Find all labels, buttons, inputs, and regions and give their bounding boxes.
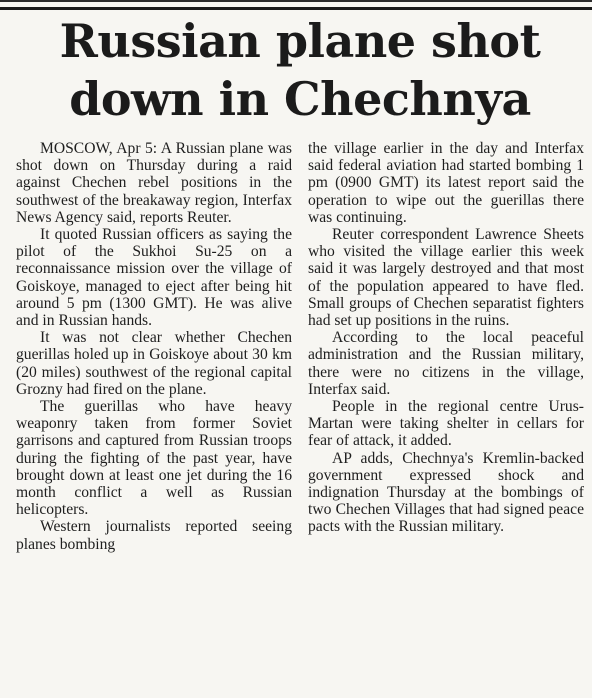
paragraph: Reuter correspondent Lawrence Sheets who visited the village earlier this week said it was largely destroyed and that most of the population appeared to have fled. Small groups of Chechen separatist fighters had set up positions in the ruins. bbox=[308, 226, 584, 330]
paragraph: AP adds, Chechnya's Kremlin-backed government expressed shock and indignation Thursday at the bombings of two Chechen Villages that had signed peace pacts with the Russian military. bbox=[308, 449, 584, 536]
top-rule bbox=[0, 0, 592, 10]
paragraph: According to the local peaceful administration and the Russian military, there were no citizens in the village, Interfax said. bbox=[308, 329, 584, 398]
left-column bbox=[16, 140, 292, 553]
paragraph: People in the regional centre Urus-Martan were taking shelter in cellars for fear of attack, it added. bbox=[308, 398, 584, 450]
paragraph: MOSCOW, Apr 5: A Russian plane was shot down on Thursday during a raid against Chechen rebel positions in the southwest of the breakaway region, Interfax News Agency said, reports Reuter. bbox=[16, 140, 292, 226]
right-column bbox=[308, 140, 584, 536]
paragraph: The guerillas who have heavy weaponry taken from former Soviet garrisons and captured from Russian troops during the fighting of the past year, have brought down at least one jet during the 16 month conflict a well as Russian helicopters. bbox=[16, 398, 292, 519]
paragraph: Western journalists reported seeing planes bombing bbox=[16, 518, 292, 553]
paragraph: It quoted Russian officers as saying the pilot of the Sukhoi Su-25 on a reconnaissance mission over the village of Goiskoye, managed to eject after being hit around 5 pm (1300 GMT). He was alive and in Russian hands. bbox=[16, 226, 292, 330]
paragraph: It was not clear whether Chechen guerillas holed up in Goiskoye about 30 km (20 miles) southwest of the regional capital Grozny had fired on the plane. bbox=[16, 329, 292, 398]
paragraph: the village earlier in the day and Interfax said federal aviation had started bombing 1 pm (0900 GMT) its latest report said the operation to wipe out the guerillas there was continuing. bbox=[308, 140, 584, 226]
headline: Russian plane shot down in Chechnya bbox=[59, 14, 541, 126]
